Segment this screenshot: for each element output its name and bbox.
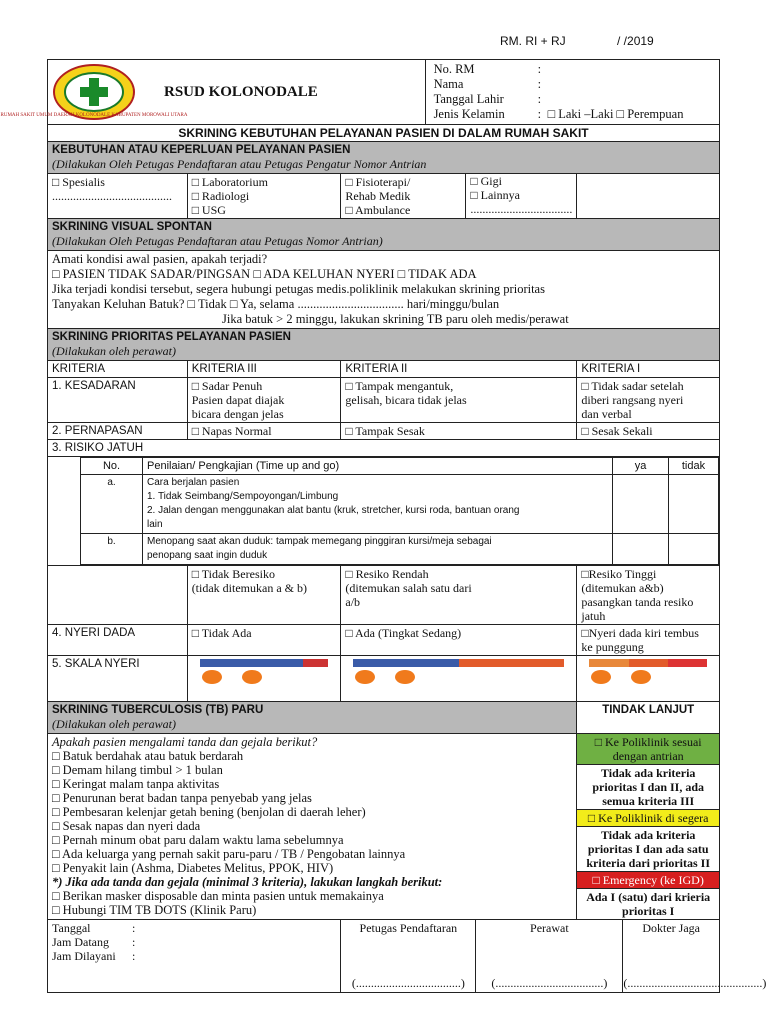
kebutuhan-section-header (48, 142, 720, 174)
risiko-table (80, 457, 719, 565)
footer-time-label: Jam Datang (52, 935, 109, 949)
visual-subtitle: (Dilakukan Oleh Petugas Pendaftaran atau Petugas Nomor Antrian) (52, 234, 383, 248)
sad-face-icon (631, 670, 651, 684)
footer-time-row[interactable] (52, 949, 336, 963)
tb-note: *) Jika ada tanda dan gejala (minimal 3 kriteria), lakukan langkah berikut: (52, 875, 443, 889)
tb-checkbox-item[interactable]: □ Batuk berdahak atau batuk berdarah (52, 749, 244, 763)
smiley-face-icon (242, 670, 262, 684)
option-item[interactable]: □ Gigi (470, 174, 502, 188)
kebutuhan-col-1[interactable] (48, 174, 188, 219)
option-item[interactable]: □ Fisioterapi/ (345, 175, 411, 189)
footer-time-row[interactable] (52, 935, 336, 949)
kebutuhan-col-2[interactable] (187, 174, 341, 219)
risiko-rendah[interactable]: □ Resiko Rendah (ditemukan salah satu dari a/b (341, 566, 577, 625)
tb-subtitle: (Dilakukan oleh perawat) (52, 717, 176, 731)
hospital-header (0, 60, 426, 125)
field-value[interactable]: □ Laki –Laki □ Perempuan (547, 107, 684, 121)
sign-dokter-line: (.............................................) (623, 976, 767, 990)
tb-checkbox-item[interactable]: □ Ada keluarga yang pernah sakit paru-paru / TB / Pengobatan lainnya (52, 847, 406, 861)
kesadaran-label: 1. KESADARAN (48, 378, 188, 423)
visual-line: Amati kondisi awal pasien, apakah terjadi? (52, 252, 268, 266)
risiko-table-cell (48, 457, 720, 566)
kebutuhan-col-5 (577, 174, 720, 219)
sign-perawat-line: (....................................) (491, 976, 608, 990)
tb-checkbox-item[interactable]: □ Penurunan berat badan tanpa penyebab yang jelas (52, 791, 312, 805)
option-item[interactable]: □ USG (191, 203, 226, 217)
pain-scale-mid[interactable] (341, 656, 577, 702)
form-title: SKRINING KEBUTUHAN PELAYANAN PASIEN DI DALAM RUMAH SAKIT (48, 125, 720, 142)
kesadaran-k2[interactable]: □ Tampak mengantuk, gelisah, bicara tidak jelas (341, 378, 577, 423)
sad-face-icon (591, 670, 611, 684)
visual-line: Jika batuk > 2 minggu, lakukan skrining TB paru oleh medis/perawat (222, 312, 569, 326)
nyeri-dada-label: 4. NYERI DADA (48, 625, 188, 656)
green-criteria-note: Tidak ada kriteria prioritas I dan II, ada semua kriteria III (577, 765, 720, 810)
screening-form (0, 59, 767, 993)
option-item[interactable]: ........................................ (52, 189, 172, 203)
nyeri-tidak-ada[interactable]: □ Tidak Ada (187, 625, 341, 656)
neutral-face-icon (355, 670, 375, 684)
prioritas-section-header (48, 329, 720, 361)
patient-field[interactable] (434, 107, 711, 122)
risiko-b-text: Menopang saat akan duduk: tampak memegang pinggiran kursi/meja sebagai penopang saat ingin duduk (143, 534, 613, 565)
patient-identity (425, 60, 719, 125)
footer-colon: : (132, 949, 136, 963)
cough-question[interactable]: Tanyakan Keluhan Batuk? □ Tidak □ Ya, selama .................................. hari/minggu/bulan (52, 297, 500, 311)
option-item[interactable]: Rehab Medik (345, 189, 411, 203)
tb-checkbox-item[interactable]: □ Hubungi TIM TB DOTS (Klinik Paru) (52, 903, 257, 917)
action-poliklinik-segera[interactable]: □ Ke Poliklinik di segera (577, 810, 720, 827)
risiko-tidak-beresiko[interactable]: □ Tidak Beresiko (tidak ditemukan a & b) (187, 566, 341, 625)
col-kriteria-1: KRITERIA I (577, 361, 720, 378)
yellow-criteria-note: Tidak ada kriteria prioritas I dan ada satu kriteria dari prioritas II (577, 827, 720, 872)
risiko-col-penilaian: Penilaian/ Pengkajian (Time up and go) (143, 458, 613, 475)
tb-checkbox-item[interactable]: □ Sesak napas dan nyeri dada (52, 819, 201, 833)
visual-options[interactable]: □ PASIEN TIDAK SADAR/PINGSAN □ ADA KELUHAN NYERI □ TIDAK ADA (52, 267, 477, 281)
tb-question: Apakah pasien mengalami tanda dan gejala berikut? (52, 735, 318, 749)
risiko-tinggi[interactable]: □Resiko Tinggi (ditemukan a&b) pasangkan tanda resiko jatuh (577, 566, 720, 625)
kesadaran-k1[interactable]: □ Tidak sadar setelah diberi rangsang nyeri dan verbal (577, 378, 720, 423)
kebutuhan-heading: KEBUTUHAN ATAU KEPERLUAN PELAYANAN PASIEN (52, 144, 351, 156)
nyeri-sedang[interactable]: □ Ada (Tingkat Sedang) (341, 625, 577, 656)
nyeri-tembus[interactable]: □Nyeri dada kiri tembus ke punggung (577, 625, 720, 656)
risiko-b-no: b. (81, 534, 143, 565)
tb-heading: SKRINING TUBERCULOSIS (TB) PARU (52, 704, 264, 716)
risiko-a-no: a. (81, 475, 143, 534)
pain-scale-low[interactable] (187, 656, 341, 702)
kebutuhan-subtitle: (Dilakukan Oleh Petugas Pendaftaran atau Petugas Pengatur Nomor Antrian (52, 157, 427, 171)
option-item[interactable]: .................................. (470, 202, 573, 216)
pernapasan-k3[interactable]: □ Napas Normal (187, 423, 341, 440)
sign-petugas[interactable] (341, 920, 476, 992)
sign-dokter-label: Dokter Jaga (642, 921, 701, 935)
pernapasan-k2[interactable]: □ Tampak Sesak (341, 423, 577, 440)
pernapasan-label: 2. PERNAPASAN (48, 423, 188, 440)
logo-text: RUMAH SAKIT UMUM DAERAH KOLONODALE KABUPATEN MOROWALI UTARA (0, 113, 188, 118)
tindak-lanjut-heading: TINDAK LANJUT (577, 702, 720, 734)
form-date: / /2019 (617, 34, 654, 48)
field-colon: : (537, 92, 542, 106)
tb-section-header (48, 702, 577, 734)
option-item[interactable]: □ Laboratorium (191, 175, 268, 189)
tb-checkbox-item[interactable]: □ Berikan masker disposable dan minta pasien untuk memakainya (52, 889, 384, 903)
sign-dokter[interactable] (623, 920, 767, 992)
footer-time-row[interactable] (52, 921, 336, 935)
footer-colon: : (132, 921, 136, 935)
form-reference (500, 34, 654, 48)
skala-nyeri-label: 5. SKALA NYERI (48, 656, 188, 702)
sign-petugas-label: Petugas Pendaftaran (359, 921, 458, 935)
risiko-result-spacer (48, 566, 188, 625)
risiko-col-no: No. (81, 458, 143, 475)
smiley-face-icon (202, 670, 222, 684)
prioritas-heading: SKRINING PRIORITAS PELAYANAN PASIEN (52, 331, 291, 343)
footer-times[interactable] (48, 920, 341, 993)
col-kriteria-2: KRITERIA II (341, 361, 577, 378)
tb-content[interactable] (48, 734, 577, 920)
red-criteria-note: Ada I (satu) dari krieria prioritas I (577, 889, 720, 920)
option-item[interactable]: □ Radiologi (191, 189, 250, 203)
footer-time-label: Jam Dilayani (52, 949, 116, 963)
footer-signatures (341, 920, 767, 993)
field-label: Nama (433, 77, 464, 91)
field-colon: : (537, 62, 542, 76)
footer-colon: : (132, 935, 136, 949)
tb-checkbox-item[interactable]: □ Pernah minum obat paru dalam waktu lama sebelumnya (52, 833, 344, 847)
kebutuhan-col-3[interactable] (341, 174, 577, 219)
visual-section-header (48, 219, 720, 251)
patient-field[interactable] (434, 62, 711, 77)
tb-checkbox-item[interactable]: □ Demam hilang timbul > 1 bulan (52, 763, 223, 777)
sign-petugas-line: (...................................) (351, 976, 465, 990)
tb-checkbox-item[interactable]: □ Keringat malam tanpa aktivitas (52, 777, 220, 791)
field-colon: : (537, 77, 542, 91)
pain-scale-high[interactable] (577, 656, 720, 702)
neutral-face-icon (395, 670, 415, 684)
field-colon: : (537, 107, 542, 121)
field-label: No. RM (433, 62, 475, 76)
field-label: Tanggal Lahir (433, 92, 504, 106)
risiko-col-ya: ya (613, 458, 669, 475)
tb-checkbox-item[interactable]: □ Penyakit lain (Ashma, Diabetes Melitus, PPOK, HIV) (52, 861, 334, 875)
risiko-b-tidak[interactable] (669, 534, 719, 565)
risiko-a-tidak[interactable] (669, 475, 719, 534)
footer-time-label: Tanggal (52, 921, 91, 935)
risiko-a-text: Cara berjalan pasien 1. Tidak Seimbang/Sempoyongan/Limbung 2. Jalan dengan menggunakan alat bantu (kruk, stretcher, kursi roda, bantuan orang lain (143, 475, 613, 534)
prioritas-subtitle: (Dilakukan oleh perawat) (52, 344, 176, 358)
hospital-logo-icon (0, 64, 188, 120)
option-item[interactable]: □ Ambulance (345, 203, 411, 217)
risiko-a-ya[interactable] (613, 475, 669, 534)
field-label: Jenis Kelamin (433, 107, 505, 121)
risiko-b-ya[interactable] (613, 534, 669, 565)
pernapasan-k1[interactable]: □ Sesak Sekali (577, 423, 720, 440)
patient-field[interactable] (434, 92, 711, 107)
risiko-col-tidak: tidak (669, 458, 719, 475)
form-code: RM. RI + RJ (500, 34, 566, 48)
option-item[interactable]: □ Lainnya (470, 188, 520, 202)
visual-content[interactable] (48, 251, 720, 329)
col-kriteria-3: KRITERIA III (187, 361, 341, 378)
risiko-label: 3. RISIKO JATUH (48, 440, 720, 457)
sign-perawat[interactable] (476, 920, 623, 992)
sign-perawat-label: Perawat (530, 921, 569, 935)
visual-line: Jika terjadi kondisi tersebut, segera hubungi petugas medis.poliklinik melakukan skrining prioritas (52, 282, 545, 296)
visual-heading: SKRINING VISUAL SPONTAN (52, 221, 212, 233)
kesadaran-k3[interactable]: □ Sadar Penuh Pasien dapat diajak bicara dengan jelas (187, 378, 341, 423)
option-item[interactable]: □ Spesialis (52, 175, 105, 189)
col-kriteria: KRITERIA (48, 361, 188, 378)
action-poliklinik[interactable]: □ Ke Poliklinik sesuai dengan antrian (577, 734, 720, 765)
hospital-name: RSUD KOLONODALE (164, 84, 318, 100)
patient-field[interactable] (434, 77, 711, 92)
tb-checkbox-item[interactable]: □ Pembesaran kelenjar getah bening (benjolan di daerah leher) (52, 805, 366, 819)
action-emergency[interactable]: □ Emergency (ke IGD) (577, 872, 720, 889)
